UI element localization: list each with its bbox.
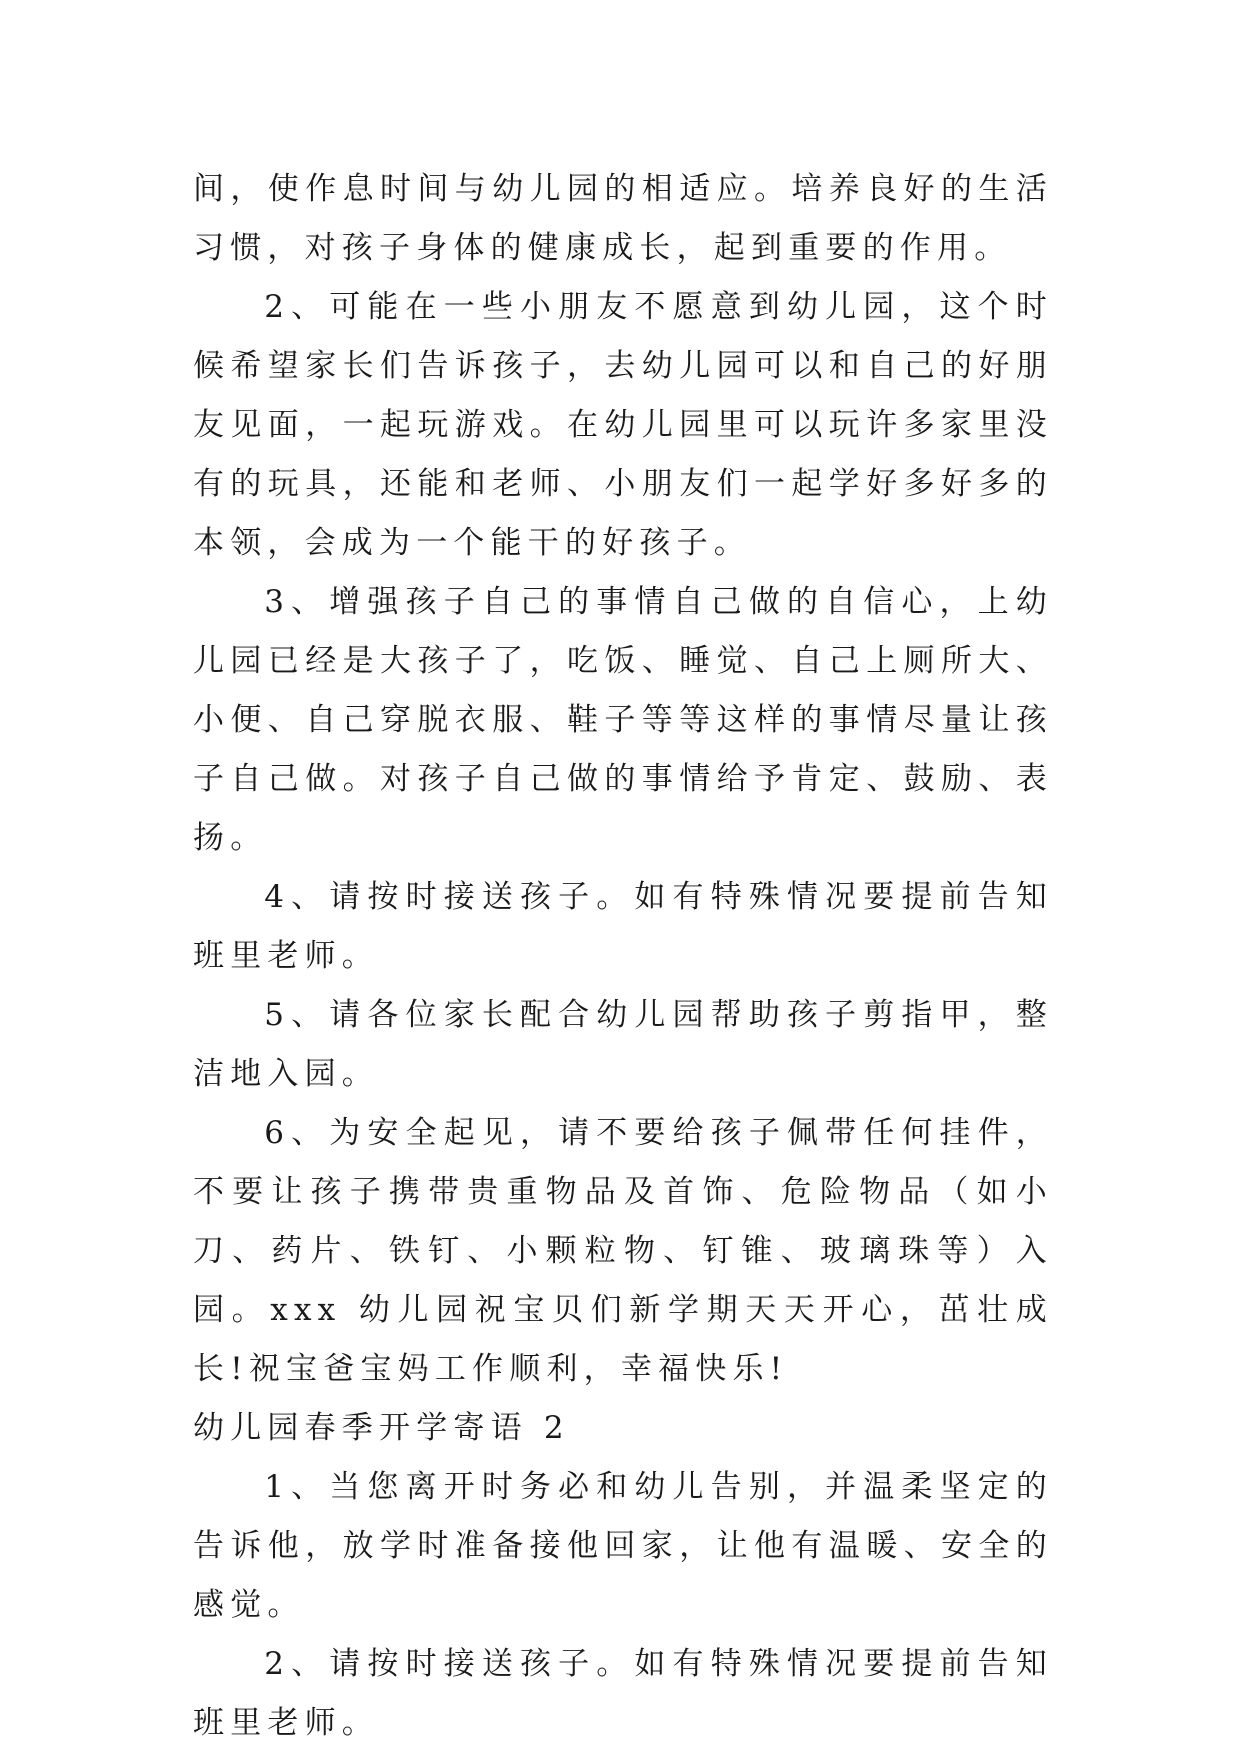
section-heading: 幼儿园春季开学寄语 2 — [193, 1410, 570, 1446]
paragraph-item-3: 3、增强孩子自己的事情自己做的自信心，上幼儿园已经是大孩子了，吃饭、睡觉、自己上厕所大、小便、自己穿脱衣服、鞋子等等这样的事情尽量让孩子自己做。对孩子自己做的事情给予肯定、鼓励、表扬。 — [193, 584, 1053, 856]
section-paragraph-item-2: 2、请按时接送孩子。如有特殊情况要提前告知班里老师。 — [193, 1646, 1053, 1741]
paragraph-item-6: 6、为安全起见，请不要给孩子佩带任何挂件，不要让孩子携带贵重物品及首饰、危险物品（如小刀、药片、铁钉、小颗粒物、钉锥、玻璃珠等）入园。xxx 幼儿园祝宝贝们新学期天天开心，茁壮成长!祝宝爸宝妈工作顺利，幸福快乐! — [193, 1115, 1053, 1387]
paragraph-continuation: 间，使作息时间与幼儿园的相适应。培养良好的生活习惯，对孩子身体的健康成长，起到重要的作用。 — [193, 171, 1053, 266]
paragraph-item-2: 2、可能在一些小朋友不愿意到幼儿园，这个时候希望家长们告诉孩子，去幼儿园可以和自己的好朋友见面，一起玩游戏。在幼儿园里可以玩许多家里没有的玩具，还能和老师、小朋友们一起学好多好多的本领，会成为一个能干的好孩子。 — [193, 289, 1053, 561]
section-paragraph-item-1: 1、当您离开时务必和幼儿告别，并温柔坚定的告诉他，放学时准备接他回家，让他有温暖、安全的感觉。 — [193, 1469, 1053, 1623]
document-body — [193, 160, 1053, 1753]
paragraph-item-5: 5、请各位家长配合幼儿园帮助孩子剪指甲，整洁地入园。 — [193, 997, 1053, 1092]
paragraph-item-4: 4、请按时接送孩子。如有特殊情况要提前告知班里老师。 — [193, 879, 1053, 974]
